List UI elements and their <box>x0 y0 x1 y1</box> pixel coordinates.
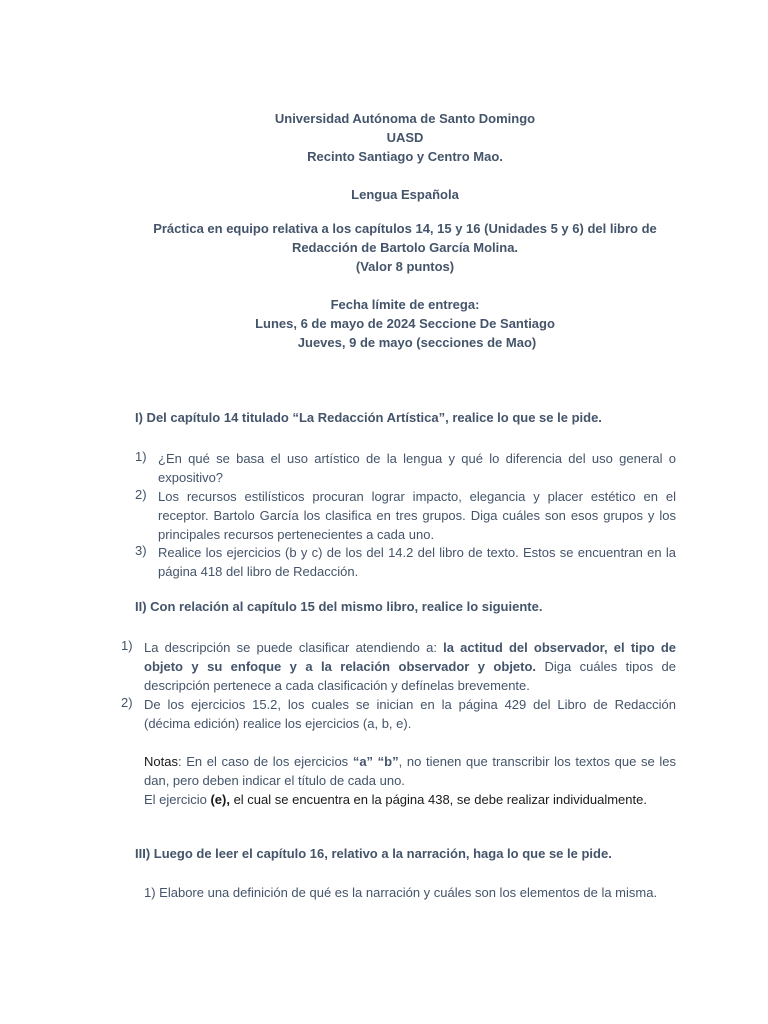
practice-value: (Valor 8 puntos) <box>355 259 455 274</box>
deadline-santiago: Lunes, 6 de mayo de 2024 Seccione De Santiago <box>255 316 555 331</box>
notes-label: Notas <box>144 754 178 769</box>
section-1-item-2-number: 2) <box>135 487 147 502</box>
section-1-item-1: ¿En qué se basa el uso artístico de la lengua y qué lo diferencia del uso general o expositivo? <box>158 451 676 485</box>
section-3-item-1: 1) Elabore una definición de qué es la narración y cuáles son los elementos de la misma. <box>144 885 658 900</box>
section-2-item-1-criteria: la actitud del observador, el tipo de objeto y su enfoque y a la relación observador y objeto. <box>144 640 676 674</box>
notes-instruction: , no tienen que transcribir los textos que se les dan, pero deben indicar el título de cada uno. <box>144 754 676 788</box>
practice-line-2: Redacción de Bartolo García Molina. <box>291 240 519 255</box>
section-2-item-1-instruction: Diga cuáles tipos de descripción pertenece a cada clasificación y defínelas brevemente. <box>144 659 677 693</box>
campus-name: Recinto Santiago y Centro Mao. <box>307 149 503 164</box>
section-2-title: II) Con relación al capítulo 15 del mismo libro, realice lo siguiente. <box>135 599 543 614</box>
notes-intro: : En el caso de los ejercicios <box>177 754 353 769</box>
practice-line-1: Práctica en equipo relativa a los capítulos 14, 15 y 16 (Unidades 5 y 6) del libro de <box>153 221 657 236</box>
note-2-exercise: (e), <box>210 792 230 807</box>
notes-exercises: “a” “b” <box>352 754 399 769</box>
notes-paragraph <box>144 752 676 790</box>
university-acronym: UASD <box>386 130 424 145</box>
note-2-instruction: el cual se encuentra en la página 438, se debe realizar individualmente. <box>229 792 647 807</box>
section-2-item-1-number: 1) <box>121 638 133 653</box>
section-2-item-1 <box>144 638 676 695</box>
note-2-paragraph <box>144 790 684 809</box>
section-1-item-2: Los recursos estilísticos procuran lograr impacto, elegancia y placer estético en el receptor. Bartolo García los clasifica en tres grupos. Diga cuáles son esos grupos y los principales recursos pertenecientes a cada uno. <box>158 489 676 542</box>
section-2-item-2: De los ejercicios 15.2, los cuales se inician en la página 429 del Libro de Redacción (décima edición) realice los ejercicios (a, b, e). <box>144 697 676 731</box>
section-2-item-1-intro: La descripción se puede clasificar atendiendo a: <box>144 640 444 655</box>
section-1-item-3: Realice los ejercicios (b y c) de los del 14.2 del libro de texto. Estos se encuentran en la página 418 del libro de Redacción. <box>158 545 676 579</box>
section-2-item-2-number: 2) <box>121 695 133 710</box>
section-1-item-3-number: 3) <box>135 543 147 558</box>
section-1-item-1-number: 1) <box>135 449 147 464</box>
section-1-title: I) Del capítulo 14 titulado “La Redacción Artística”, realice lo que se le pide. <box>135 410 602 425</box>
course-name: Lengua Española <box>351 187 459 202</box>
section-3-title: III) Luego de leer el capítulo 16, relativo a la narración, haga lo que se le pide. <box>135 846 612 861</box>
deadline-label: Fecha límite de entrega: <box>330 297 480 312</box>
header-block <box>140 109 670 352</box>
deadline-mao: Jueves, 9 de mayo (secciones de Mao) <box>297 335 537 350</box>
university-name: Universidad Autónoma de Santo Domingo <box>274 111 536 126</box>
note-2-intro: El ejercicio <box>144 792 211 807</box>
